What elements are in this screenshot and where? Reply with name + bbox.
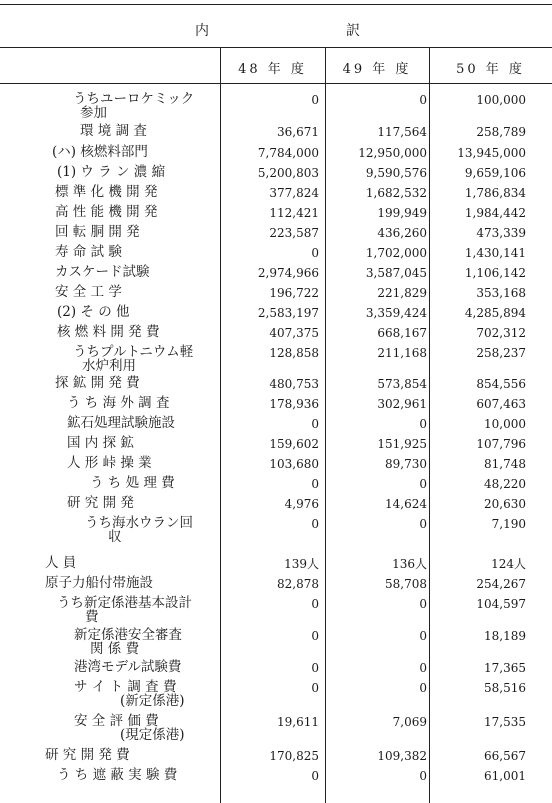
cell-year-50: 61,001 [484, 769, 526, 783]
row-label: サ イ ト 調 査 費 [74, 679, 177, 695]
cell-year-50: 4,285,894 [464, 306, 526, 320]
cell-year-50: 66,567 [484, 749, 526, 763]
row-label-continued: (現定係港) [120, 727, 185, 743]
cell-year-50: 58,516 [484, 681, 526, 695]
row-label: 新定係港安全審査 [74, 627, 182, 643]
row-label: 高 性 能 機 開 発 [55, 204, 158, 220]
cell-year-49: 117,564 [377, 125, 427, 139]
cell-year-50: 258,789 [476, 125, 526, 139]
row-label: 原子力船付帯施設 [45, 575, 153, 591]
cell-year-50: 1,106,142 [464, 266, 526, 280]
cell-year-50: 702,312 [476, 326, 526, 340]
cell-year-49: 14,624 [385, 497, 427, 511]
cell-year-50: 1,984,442 [464, 206, 526, 220]
cell-year-50: 473,339 [476, 226, 526, 240]
cell-year-48: 128,858 [269, 346, 319, 360]
cell-year-48: 170,825 [269, 749, 319, 763]
row-label: 標 準 化 機 開 発 [55, 184, 158, 200]
row-label: う ち 海 外 調 査 [67, 395, 170, 411]
cell-year-50: 1,430,141 [464, 246, 526, 260]
row-label: 寿 命 試 験 [55, 244, 122, 260]
row-label: う ち 遮 蔽 実 験 費 [57, 767, 178, 783]
row-label: 環 境 調 査 [80, 123, 147, 139]
cell-year-49: 136人 [392, 557, 427, 571]
cell-year-48: 0 [311, 681, 319, 695]
header-rule-1 [0, 47, 552, 48]
row-label-continued: 関 係 費 [90, 641, 140, 657]
cell-year-50: 104,597 [476, 597, 526, 611]
cell-year-49: 0 [419, 629, 427, 643]
year-header-49: 49 年 度 [342, 62, 412, 77]
row-label: うち新定係港基本設計 [57, 595, 192, 611]
cell-year-49: 109,382 [377, 749, 427, 763]
cell-year-50: 7,190 [491, 517, 526, 531]
cell-year-48: 178,936 [269, 397, 319, 411]
row-label: 探 鉱 開 発 費 [55, 375, 140, 391]
cell-year-49: 89,730 [385, 457, 427, 471]
row-label: 核 燃 料 開 発 費 [57, 324, 160, 340]
cell-year-50: 854,556 [476, 377, 526, 391]
row-label: (ハ) 核燃料部門 [52, 144, 148, 160]
column-divider-3 [429, 47, 430, 803]
cell-year-49: 58,708 [385, 577, 427, 591]
row-label: 安 全 評 価 費 [74, 713, 159, 729]
row-label: (2) そ の 他 [57, 304, 130, 320]
cell-year-48: 480,753 [269, 377, 319, 391]
year-header-48: 48 年 度 [238, 62, 307, 77]
column-divider-2 [325, 47, 326, 803]
header-naiyaku-left: 内 [195, 23, 211, 39]
cell-year-50: 20,630 [484, 497, 526, 511]
cell-year-49: 1,702,000 [365, 246, 427, 260]
cell-year-49: 151,925 [377, 437, 427, 451]
row-label: 安 全 工 学 [55, 284, 122, 300]
cell-year-48: 36,671 [277, 125, 319, 139]
row-label: うちユーロケミック [73, 91, 195, 107]
cell-year-48: 196,722 [269, 286, 319, 300]
cell-year-48: 82,878 [277, 577, 319, 591]
cell-year-50: 18,189 [484, 629, 526, 643]
cell-year-49: 668,167 [377, 326, 427, 340]
cell-year-49: 573,854 [377, 377, 427, 391]
row-label: うち海水ウラン回 [85, 515, 193, 531]
cell-year-49: 211,168 [377, 346, 427, 360]
cell-year-48: 5,200,803 [257, 166, 319, 180]
row-label: カスケード試験 [55, 264, 150, 280]
cell-year-49: 12,950,000 [358, 146, 427, 160]
cell-year-48: 112,421 [269, 206, 319, 220]
cell-year-50: 17,535 [484, 715, 526, 729]
cell-year-50: 107,796 [476, 437, 526, 451]
cell-year-50: 100,000 [476, 93, 526, 107]
cell-year-50: 81,748 [484, 457, 526, 471]
cell-year-48: 2,583,197 [257, 306, 319, 320]
cell-year-50: 254,267 [476, 577, 526, 591]
cell-year-49: 1,682,532 [365, 186, 427, 200]
cell-year-48: 7,784,000 [257, 146, 319, 160]
cell-year-48: 0 [311, 629, 319, 643]
cell-year-48: 377,824 [269, 186, 319, 200]
row-label: (1) ウ ラ ン 濃 縮 [57, 164, 166, 180]
cell-year-50: 1,786,834 [464, 186, 526, 200]
cell-year-49: 0 [419, 769, 427, 783]
cell-year-48: 139人 [284, 557, 319, 571]
cell-year-48: 0 [311, 597, 319, 611]
cell-year-50: 124人 [491, 557, 526, 571]
cell-year-48: 4,976 [284, 497, 319, 511]
cell-year-49: 0 [419, 417, 427, 431]
cell-year-48: 0 [311, 246, 319, 260]
row-label-continued: 費 [85, 609, 99, 625]
cell-year-49: 0 [419, 597, 427, 611]
cell-year-48: 407,375 [269, 326, 319, 340]
cell-year-49: 199,949 [377, 206, 427, 220]
cell-year-50: 258,237 [476, 346, 526, 360]
cell-year-49: 221,829 [377, 286, 427, 300]
cell-year-48: 0 [311, 417, 319, 431]
row-label-continued: 収 [108, 529, 122, 545]
cell-year-48: 0 [311, 661, 319, 675]
cell-year-48: 0 [311, 769, 319, 783]
cell-year-49: 7,069 [392, 715, 427, 729]
cell-year-49: 436,260 [377, 226, 427, 240]
cell-year-48: 223,587 [269, 226, 319, 240]
row-label-continued: 水炉利用 [82, 358, 136, 374]
cell-year-50: 607,463 [476, 397, 526, 411]
cell-year-48: 103,680 [269, 457, 319, 471]
cell-year-50: 9,659,106 [464, 166, 526, 180]
top-rule [0, 4, 552, 5]
row-label-continued: (新定係港) [120, 693, 185, 709]
row-label: 研 究 開 発 費 [45, 747, 130, 763]
cell-year-50: 13,945,000 [457, 146, 526, 160]
cell-year-49: 0 [419, 661, 427, 675]
cell-year-49: 3,587,045 [365, 266, 427, 280]
cell-year-48: 0 [311, 93, 319, 107]
row-label: 港湾モデル試験費 [74, 659, 182, 675]
cell-year-50: 17,365 [484, 661, 526, 675]
cell-year-49: 0 [419, 93, 427, 107]
row-label: う ち 処 理 費 [90, 475, 175, 491]
row-label: 人 員 [45, 555, 77, 571]
cell-year-49: 0 [419, 477, 427, 491]
row-label: うちプルトニウム軽 [73, 344, 194, 360]
cell-year-50: 10,000 [484, 417, 526, 431]
row-label: 回 転 胴 開 発 [55, 224, 140, 240]
cell-year-49: 0 [419, 517, 427, 531]
header-naiyaku-right: 訳 [346, 23, 362, 39]
row-label-continued: 参加 [80, 105, 107, 121]
row-label: 人 形 峠 操 業 [67, 455, 152, 471]
cell-year-48: 0 [311, 477, 319, 491]
cell-year-49: 302,961 [377, 397, 427, 411]
cell-year-49: 9,590,576 [365, 166, 427, 180]
cell-year-48: 19,611 [277, 715, 319, 729]
row-label: 国 内 探 鉱 [67, 435, 134, 451]
cell-year-50: 48,220 [484, 477, 526, 491]
row-label: 鉱石処理試験施設 [67, 415, 175, 431]
row-label: 研 究 開 発 [67, 495, 134, 511]
cell-year-50: 353,168 [476, 286, 526, 300]
cell-year-48: 2,974,966 [257, 266, 319, 280]
column-divider-1 [220, 47, 221, 803]
cell-year-48: 159,602 [269, 437, 319, 451]
header-rule-2 [0, 83, 552, 84]
cell-year-48: 0 [311, 517, 319, 531]
year-header-50: 50 年 度 [456, 62, 525, 77]
cell-year-49: 3,359,424 [365, 306, 427, 320]
cell-year-49: 0 [419, 681, 427, 695]
